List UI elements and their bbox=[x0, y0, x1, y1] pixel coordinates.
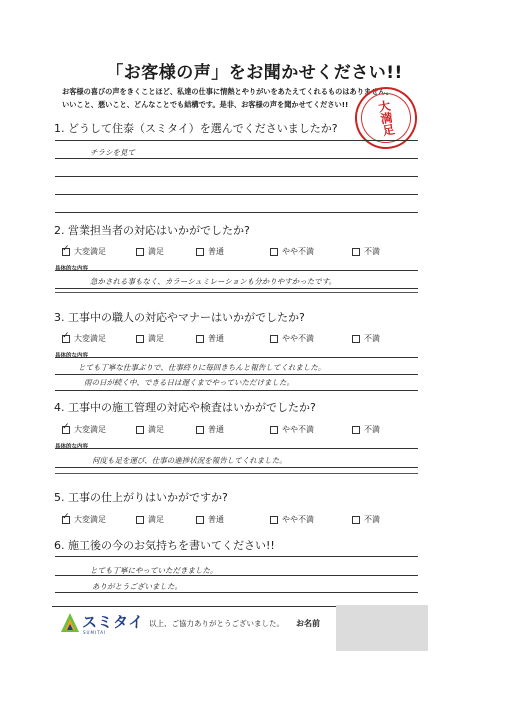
question-4: 4. 工事中の施工管理の対応や検査はいかがでしたか? bbox=[54, 401, 316, 414]
rating-row-4: ✓ 大変満足 満足 普通 やや不満 不満 bbox=[62, 424, 380, 435]
brand-subtitle: SUMITAI bbox=[83, 630, 107, 635]
details-label-2: 具体的な内容 bbox=[55, 266, 89, 272]
rating-row-2: ✓ 大変満足 満足 普通 やや不満 不満 bbox=[62, 246, 380, 257]
checkbox-dissatisfied[interactable] bbox=[352, 426, 360, 434]
checkbox-dissatisfied[interactable] bbox=[352, 516, 360, 524]
checkbox-satisfied[interactable] bbox=[136, 516, 144, 524]
checkbox-slightly-dissatisfied[interactable] bbox=[270, 426, 278, 434]
checkbox-very-satisfied[interactable] bbox=[62, 335, 70, 343]
stamp-text: 大満足 bbox=[375, 99, 397, 137]
intro-line-2: いいこと、悪いこと、どんなことでも結構です。是非、お客様の声を聞かせてください!! bbox=[62, 100, 349, 109]
checkbox-normal[interactable] bbox=[196, 516, 204, 524]
checkbox-satisfied[interactable] bbox=[136, 426, 144, 434]
detail-3-line-1: とても丁寧な仕事ぶりで、仕事終りに毎回きちんと報告してくれました。 bbox=[78, 363, 326, 372]
checkbox-dissatisfied[interactable] bbox=[352, 335, 360, 343]
details-label-4: 具体的な内容 bbox=[55, 444, 89, 450]
thanks-text: 以上、ご協力ありがとうございました。 bbox=[149, 619, 284, 628]
page-title: 「お客様の声」をお聞かせください!! bbox=[106, 63, 403, 83]
checkbox-slightly-dissatisfied[interactable] bbox=[270, 248, 278, 256]
checkbox-normal[interactable] bbox=[196, 248, 204, 256]
name-label: お名前 bbox=[296, 619, 320, 628]
answer-1: チラシを見て bbox=[90, 148, 135, 157]
name-field-redacted bbox=[336, 605, 428, 651]
checkbox-dissatisfied[interactable] bbox=[352, 248, 360, 256]
intro-line-1: お客様の喜びの声をきくことほど、私達の仕事に情熱とやりがいをあたえてくれるものはありません。 bbox=[62, 87, 394, 96]
question-6: 6. 施工後の今のお気持ちを書いてください!! bbox=[54, 539, 275, 552]
answer-6-line-2: ありがとうございました。 bbox=[92, 582, 182, 591]
checkbox-very-satisfied[interactable] bbox=[62, 248, 70, 256]
question-3: 3. 工事中の職人の対応やマナーはいかがでしたか? bbox=[54, 311, 305, 324]
rating-row-3: ✓ 大変満足 満足 普通 やや不満 不満 bbox=[62, 333, 380, 344]
answer-6-line-1: とても丁寧にやっていただきました。 bbox=[90, 566, 218, 575]
question-1: 1. どうして住泰（スミタイ）を選んでくださいましたか? bbox=[54, 122, 338, 135]
detail-2: 急かされる事もなく、カラーシュミレーションも分かりやすかったです。 bbox=[90, 277, 337, 286]
checkbox-slightly-dissatisfied[interactable] bbox=[270, 516, 278, 524]
question-2: 2. 営業担当者の対応はいかがでしたか? bbox=[54, 224, 250, 237]
checkbox-very-satisfied[interactable] bbox=[62, 516, 70, 524]
details-label-3: 具体的な内容 bbox=[55, 353, 89, 359]
checkbox-normal[interactable] bbox=[196, 426, 204, 434]
rating-row-5: ✓ 大変満足 満足 普通 やや不満 不満 bbox=[62, 514, 380, 525]
detail-4: 何度も足を運び、仕事の進捗状況を報告してくれました。 bbox=[92, 456, 287, 465]
checkbox-normal[interactable] bbox=[196, 335, 204, 343]
checkbox-slightly-dissatisfied[interactable] bbox=[270, 335, 278, 343]
detail-3-line-2: 雨の日が続く中、できる日は遅くまでやっていただけました。 bbox=[84, 378, 294, 387]
checkbox-satisfied[interactable] bbox=[136, 335, 144, 343]
sumitai-logo-icon bbox=[60, 611, 80, 635]
question-5: 5. 工事の仕上がりはいかがですか? bbox=[54, 491, 228, 504]
checkbox-satisfied[interactable] bbox=[136, 248, 144, 256]
checkbox-very-satisfied[interactable] bbox=[62, 426, 70, 434]
brand-name: スミタイ bbox=[82, 613, 144, 631]
